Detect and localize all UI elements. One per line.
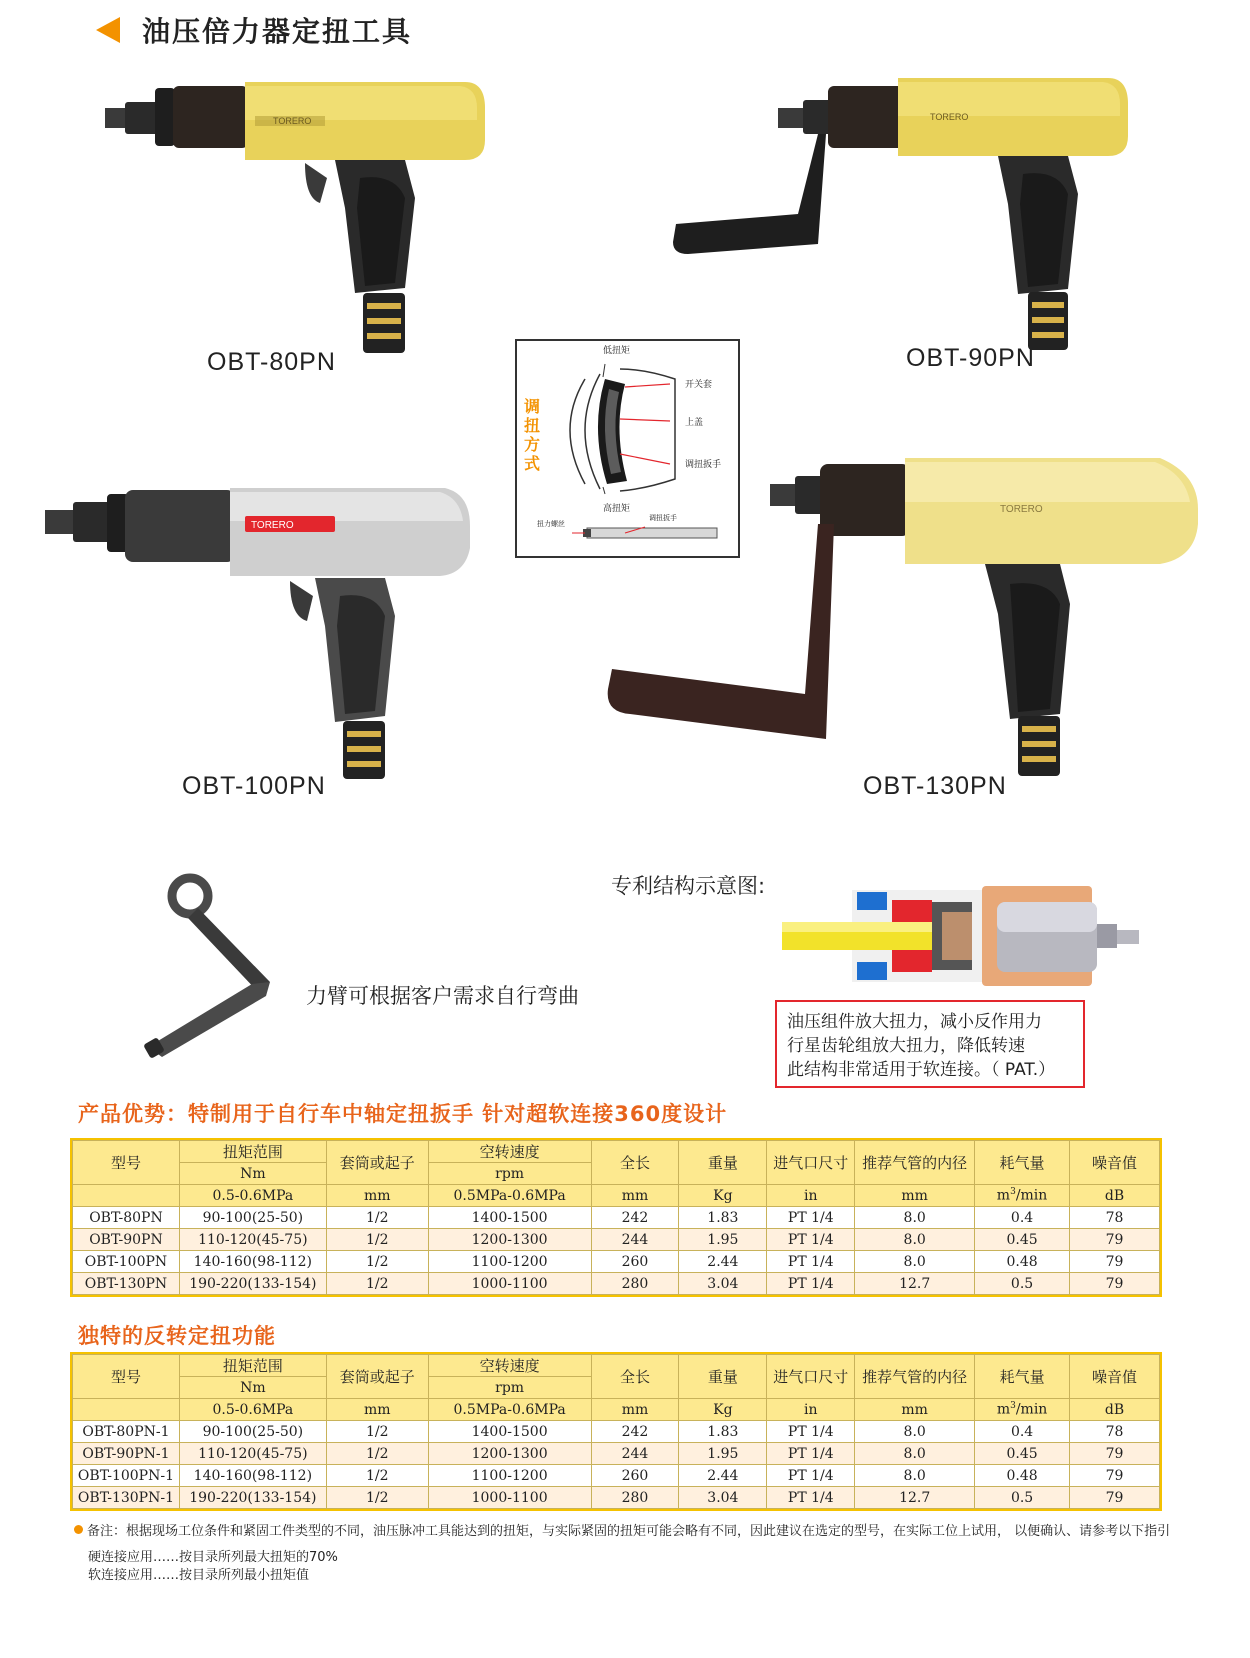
header-air: 耗气量 xyxy=(975,1355,1070,1399)
table-cell: 1/2 xyxy=(326,1421,428,1443)
table-cell: 1/2 xyxy=(326,1465,428,1487)
table1-body xyxy=(73,1141,1160,1295)
table-cell: OBT-90PN-1 xyxy=(73,1443,180,1465)
unit-speed-pressure: 0.5MPa-0.6MPa xyxy=(428,1399,591,1421)
tool-image-obt-130pn xyxy=(600,454,1205,794)
brand-logo: TORERO xyxy=(251,520,294,531)
table-row xyxy=(73,1273,1160,1295)
table-cell: OBT-80PN xyxy=(73,1207,180,1229)
table-cell: 242 xyxy=(591,1207,679,1229)
diagram-low-torque: 低扭矩 xyxy=(603,346,631,356)
table-cell: 1/2 xyxy=(326,1229,428,1251)
bent-arm-image xyxy=(140,872,290,1062)
table-cell: 140-160(98-112) xyxy=(179,1465,326,1487)
table-cell: 260 xyxy=(591,1251,679,1273)
table-cell: 1/2 xyxy=(326,1251,428,1273)
table-cell: 1100-1200 xyxy=(428,1251,591,1273)
header-speed: 空转速度 xyxy=(428,1141,591,1163)
header-speed-unit: rpm xyxy=(428,1377,591,1399)
header-model: 型号 xyxy=(73,1141,180,1185)
diagram-switch-sleeve: 开关套 xyxy=(685,380,713,390)
unit-hose: mm xyxy=(855,1399,975,1421)
section-title-advantages: 产品优势：特制用于自行车中轴定扭扳手 针对超软连接360度设计 xyxy=(78,1102,728,1126)
unit-model-blank xyxy=(73,1399,180,1421)
unit-air-sup: 3 xyxy=(1010,1401,1016,1412)
unit-socket: mm xyxy=(326,1399,428,1421)
unit-air xyxy=(975,1185,1070,1207)
header-weight: 重量 xyxy=(679,1355,767,1399)
triangle-arrow-icon xyxy=(96,17,120,43)
table-cell: 8.0 xyxy=(855,1421,975,1443)
header-model: 型号 xyxy=(73,1355,180,1399)
brand-logo: TORERO xyxy=(1000,504,1043,515)
table-cell: 3.04 xyxy=(679,1273,767,1295)
table-cell: 110-120(45-75) xyxy=(179,1229,326,1251)
diagram-high-torque: 高扭矩 xyxy=(603,504,631,514)
header-noise: 噪音值 xyxy=(1070,1141,1160,1185)
header-weight: 重量 xyxy=(679,1141,767,1185)
table-cell: 1000-1100 xyxy=(428,1487,591,1509)
header-inlet: 进气口尺寸 xyxy=(767,1141,855,1185)
diagram-top-cover: 上盖 xyxy=(685,418,704,428)
table-cell: 79 xyxy=(1070,1273,1160,1295)
table-cell: 12.7 xyxy=(855,1487,975,1509)
table-header-row xyxy=(73,1355,1160,1377)
table-cell: OBT-130PN-1 xyxy=(73,1487,180,1509)
arm-bend-label: 力臂可根据客户需求自行弯曲 xyxy=(306,984,579,1008)
patent-structure-title: 专利结构示意图: xyxy=(611,874,766,898)
table-cell: 260 xyxy=(591,1465,679,1487)
header-socket: 套筒或起子 xyxy=(326,1355,428,1399)
table-cell: PT 1/4 xyxy=(767,1229,855,1251)
table-cell: 1.95 xyxy=(679,1229,767,1251)
table-cell: 280 xyxy=(591,1487,679,1509)
table-cell: PT 1/4 xyxy=(767,1487,855,1509)
table-cell: 280 xyxy=(591,1273,679,1295)
table-row xyxy=(73,1465,1160,1487)
unit-weight: Kg xyxy=(679,1185,767,1207)
unit-inlet: in xyxy=(767,1185,855,1207)
page-title: 油压倍力器定扭工具 xyxy=(142,15,413,48)
table-row xyxy=(73,1443,1160,1465)
spec-table-2 xyxy=(72,1354,1160,1509)
table-cell: 90-100(25-50) xyxy=(179,1421,326,1443)
tool-image-obt-80pn xyxy=(105,78,485,368)
model-label-obt-80pn: OBT-80PN xyxy=(207,348,336,376)
tool-image-obt-90pn xyxy=(668,74,1133,364)
table-cell: 1.95 xyxy=(679,1443,767,1465)
table-cell: 79 xyxy=(1070,1487,1160,1509)
unit-air xyxy=(975,1399,1070,1421)
table-cell: 79 xyxy=(1070,1443,1160,1465)
header-inlet: 进气口尺寸 xyxy=(767,1355,855,1399)
unit-hose: mm xyxy=(855,1185,975,1207)
patent-note-line-2: 行星齿轮组放大扭力，降低转速 xyxy=(787,1036,1025,1056)
unit-weight: Kg xyxy=(679,1399,767,1421)
table-cell: OBT-130PN xyxy=(73,1273,180,1295)
table-cell: OBT-80PN-1 xyxy=(73,1421,180,1443)
table-cell: 78 xyxy=(1070,1207,1160,1229)
unit-socket: mm xyxy=(326,1185,428,1207)
unit-air-post: /min xyxy=(1015,1401,1048,1418)
diagram-adjust-wrench-2: 调扭扳手 xyxy=(649,514,677,522)
header-speed-unit: rpm xyxy=(428,1163,591,1185)
table-cell: 0.4 xyxy=(975,1421,1070,1443)
header-torque: 扭矩范围 xyxy=(179,1141,326,1163)
table-cell: 190-220(133-154) xyxy=(179,1487,326,1509)
table-cell: 110-120(45-75) xyxy=(179,1443,326,1465)
table-cell: 2.44 xyxy=(679,1465,767,1487)
table-cell: 1/2 xyxy=(326,1207,428,1229)
table-cell: 90-100(25-50) xyxy=(179,1207,326,1229)
footnote-main-text: 备注：根据现场工位条件和紧固工件类型的不同，油压脉冲工具能达到的扭矩，与实际紧固的扭矩可能会略有不同，因此建议在选定的型号，在实际工位上试用， 以便确认、请参考以下指引 xyxy=(87,1524,1171,1539)
table-row xyxy=(73,1487,1160,1509)
unit-inlet: in xyxy=(767,1399,855,1421)
brand-logo: TORERO xyxy=(930,112,969,122)
table-cell: PT 1/4 xyxy=(767,1251,855,1273)
footnote-hard: 硬连接应用……按目录所列最大扭矩的70% xyxy=(88,1550,338,1565)
table-header-row xyxy=(73,1141,1160,1163)
header-length: 全长 xyxy=(591,1355,679,1399)
table-cell: 1/2 xyxy=(326,1273,428,1295)
model-label-obt-100pn: OBT-100PN xyxy=(182,772,326,800)
table-cell: PT 1/4 xyxy=(767,1207,855,1229)
table-cell: 79 xyxy=(1070,1229,1160,1251)
table-cell: 2.44 xyxy=(679,1251,767,1273)
table-cell: 79 xyxy=(1070,1251,1160,1273)
table-cell: 140-160(98-112) xyxy=(179,1251,326,1273)
table-cell: 0.5 xyxy=(975,1273,1070,1295)
table-cell: 0.4 xyxy=(975,1207,1070,1229)
header-torque-unit: Nm xyxy=(179,1163,326,1185)
table-cell: 1000-1100 xyxy=(428,1273,591,1295)
header-torque-unit: Nm xyxy=(179,1377,326,1399)
unit-pressure: 0.5-0.6MPa xyxy=(179,1185,326,1207)
table-cell: OBT-90PN xyxy=(73,1229,180,1251)
table-cell: 8.0 xyxy=(855,1207,975,1229)
model-label-obt-90pn: OBT-90PN xyxy=(906,344,1035,372)
header-socket: 套筒或起子 xyxy=(326,1141,428,1185)
header-noise: 噪音值 xyxy=(1070,1355,1160,1399)
table-cell: OBT-100PN-1 xyxy=(73,1465,180,1487)
table-cell: 1400-1500 xyxy=(428,1421,591,1443)
table-cell: 1/2 xyxy=(326,1487,428,1509)
model-label-obt-130pn: OBT-130PN xyxy=(863,772,1007,800)
table-unit-row xyxy=(73,1399,1160,1421)
table-cell: 0.5 xyxy=(975,1487,1070,1509)
table-cell: 190-220(133-154) xyxy=(179,1273,326,1295)
diagram-vertical-title: 调扭方式 xyxy=(523,397,540,473)
unit-pressure: 0.5-0.6MPa xyxy=(179,1399,326,1421)
table-row xyxy=(73,1207,1160,1229)
table-cell: 8.0 xyxy=(855,1251,975,1273)
spec-table-1 xyxy=(72,1140,1160,1295)
table-row xyxy=(73,1421,1160,1443)
bullet-dot-icon xyxy=(74,1525,83,1534)
table-row xyxy=(73,1229,1160,1251)
table-cell: 242 xyxy=(591,1421,679,1443)
table-row xyxy=(73,1251,1160,1273)
unit-air-sup: 3 xyxy=(1010,1187,1016,1198)
table-cell: 8.0 xyxy=(855,1443,975,1465)
header-speed: 空转速度 xyxy=(428,1355,591,1377)
footnote-soft: 软连接应用……按目录所列最小扭矩值 xyxy=(88,1568,310,1583)
header-hose: 推荐气管的内径 xyxy=(855,1355,975,1399)
unit-air-base: m xyxy=(996,1401,1011,1418)
table-cell: 1.83 xyxy=(679,1421,767,1443)
table-unit-row xyxy=(73,1185,1160,1207)
diagram-force-bolt: 扭力螺丝 xyxy=(537,520,565,528)
tool-image-obt-100pn xyxy=(45,486,475,786)
table-cell: 1200-1300 xyxy=(428,1229,591,1251)
patent-note-box xyxy=(775,1000,1085,1088)
unit-noise: dB xyxy=(1070,1399,1160,1421)
table-cell: 12.7 xyxy=(855,1273,975,1295)
table-cell: 1400-1500 xyxy=(428,1207,591,1229)
table-cell: 1200-1300 xyxy=(428,1443,591,1465)
unit-air-post: /min xyxy=(1015,1187,1048,1204)
table-cell: 0.48 xyxy=(975,1251,1070,1273)
unit-model-blank xyxy=(73,1185,180,1207)
unit-air-base: m xyxy=(996,1187,1011,1204)
footnote-main xyxy=(74,1520,1170,1539)
header-length: 全长 xyxy=(591,1141,679,1185)
unit-noise: dB xyxy=(1070,1185,1160,1207)
header-hose: 推荐气管的内径 xyxy=(855,1141,975,1185)
table-cell: 0.45 xyxy=(975,1443,1070,1465)
table-cell: 3.04 xyxy=(679,1487,767,1509)
patent-note-line-1: 油压组件放大扭力，减小反作用力 xyxy=(787,1012,1042,1032)
table-cell: 0.48 xyxy=(975,1465,1070,1487)
table-cell: 244 xyxy=(591,1443,679,1465)
header-air: 耗气量 xyxy=(975,1141,1070,1185)
section-title-reverse: 独特的反转定扭功能 xyxy=(78,1324,276,1348)
table-cell: OBT-100PN xyxy=(73,1251,180,1273)
unit-length: mm xyxy=(591,1185,679,1207)
table-cell: 78 xyxy=(1070,1421,1160,1443)
table-cell: PT 1/4 xyxy=(767,1443,855,1465)
table-cell: 8.0 xyxy=(855,1465,975,1487)
table-cell: PT 1/4 xyxy=(767,1465,855,1487)
diagram-adjust-wrench: 调扭扳手 xyxy=(685,460,722,470)
brand-logo: TORERO xyxy=(273,116,312,126)
table-cell: 1/2 xyxy=(326,1443,428,1465)
patent-note-line-3: 此结构非常适用于软连接。（ PAT.） xyxy=(787,1060,1056,1080)
header-torque: 扭矩范围 xyxy=(179,1355,326,1377)
table-cell: 79 xyxy=(1070,1465,1160,1487)
table-cell: 8.0 xyxy=(855,1229,975,1251)
patent-cutaway-image xyxy=(782,882,1142,990)
table-cell: PT 1/4 xyxy=(767,1421,855,1443)
table-cell: 1100-1200 xyxy=(428,1465,591,1487)
table-cell: 0.45 xyxy=(975,1229,1070,1251)
unit-length: mm xyxy=(591,1399,679,1421)
unit-speed-pressure: 0.5MPa-0.6MPa xyxy=(428,1185,591,1207)
page-header xyxy=(96,10,412,50)
table-cell: PT 1/4 xyxy=(767,1273,855,1295)
table-cell: 244 xyxy=(591,1229,679,1251)
table2-body xyxy=(73,1355,1160,1509)
table-cell: 1.83 xyxy=(679,1207,767,1229)
